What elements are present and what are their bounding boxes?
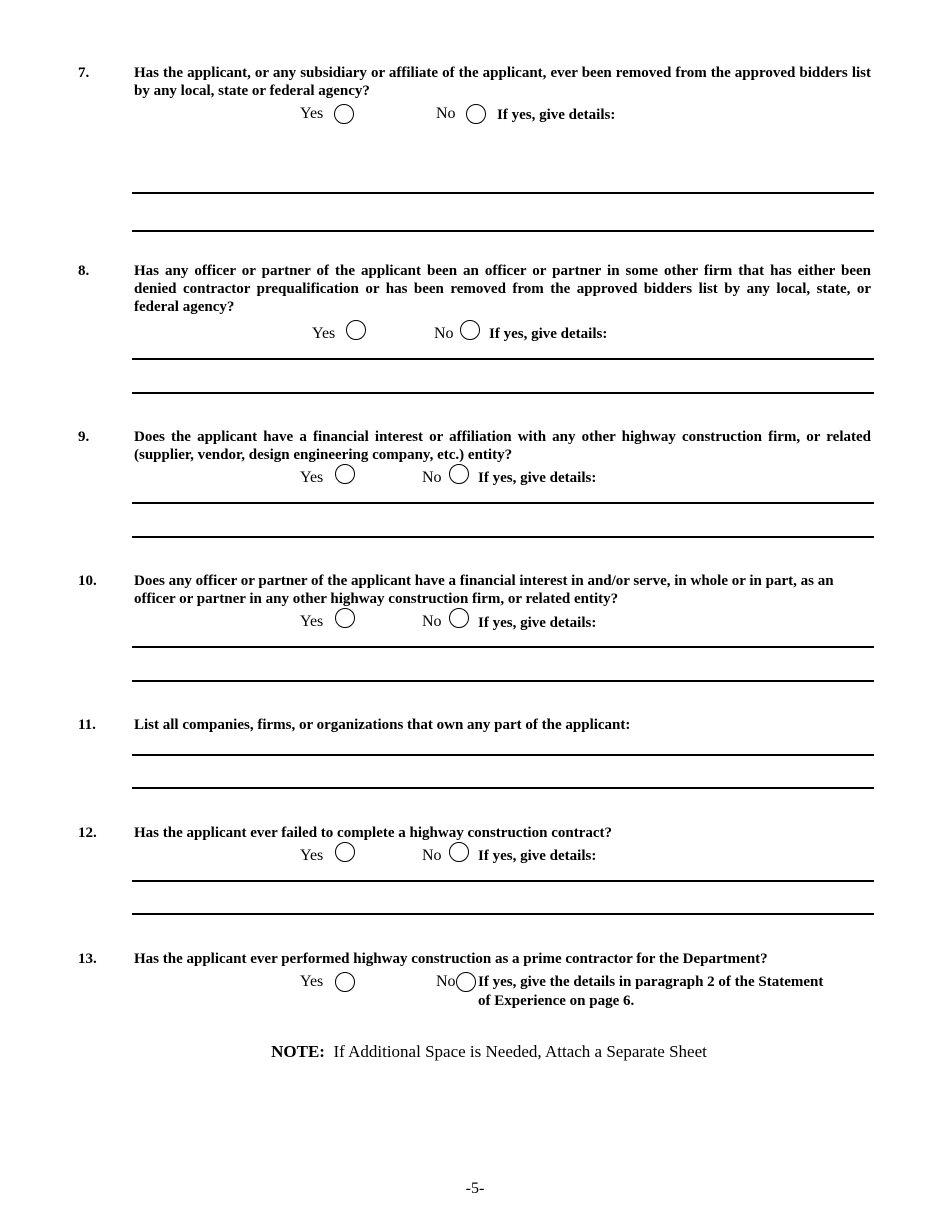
q10-answer-line-2[interactable] — [132, 680, 874, 682]
q10-yes-label: Yes — [300, 613, 324, 630]
q7-yes-radio[interactable] — [334, 104, 354, 124]
q10-no-label: No — [422, 613, 442, 630]
question-13-text: Has the applicant ever performed highway construction as a prime contractor for the Department? — [134, 951, 768, 967]
q12-answer-line-1[interactable] — [132, 880, 874, 882]
q10-answer-line-1[interactable] — [132, 646, 874, 648]
q8-answer-line-1[interactable] — [132, 358, 874, 360]
q13-yes-label: Yes — [300, 973, 324, 990]
q13-instruction-line-2: of Experience on page 6. — [478, 993, 635, 1009]
question-13-number: 13. — [78, 951, 97, 967]
q9-answer-line-1[interactable] — [132, 502, 874, 504]
q12-answer-line-2[interactable] — [132, 913, 874, 915]
q7-answer-line-1[interactable] — [132, 192, 874, 194]
q12-yes-radio[interactable] — [335, 842, 355, 862]
question-8-number: 8. — [78, 263, 90, 279]
q10-instruction: If yes, give details: — [478, 615, 597, 631]
q8-instruction: If yes, give details: — [489, 326, 608, 342]
question-9-number: 9. — [78, 429, 90, 445]
q8-answer-line-2[interactable] — [132, 392, 874, 394]
note-label: NOTE: — [271, 1042, 325, 1061]
question-7-text: Has the applicant, or any subsidiary or affiliate of the applicant, ever been removed from the approved bidders list by any local, state or federal agency? — [134, 65, 871, 99]
q11-answer-line-1[interactable] — [132, 754, 874, 756]
q7-instruction: If yes, give details: — [497, 107, 616, 123]
q9-yes-radio[interactable] — [335, 464, 355, 484]
q7-answer-line-2[interactable] — [132, 230, 874, 232]
q8-yes-radio[interactable] — [346, 320, 366, 340]
question-10-number: 10. — [78, 573, 97, 589]
q9-answer-line-2[interactable] — [132, 536, 874, 538]
q9-instruction: If yes, give details: — [478, 470, 597, 486]
q8-no-label: No — [434, 325, 454, 342]
q7-yes-label: Yes — [300, 105, 324, 122]
note-text: If Additional Space is Needed, Attach a Separate Sheet — [333, 1042, 707, 1061]
question-11-text: List all companies, firms, or organizations that own any part of the applicant: — [134, 717, 631, 733]
q10-no-radio[interactable] — [449, 608, 469, 628]
q12-no-radio[interactable] — [449, 842, 469, 862]
q13-no-label: No — [436, 973, 456, 990]
q12-no-label: No — [422, 847, 442, 864]
q10-yes-radio[interactable] — [335, 608, 355, 628]
question-8-text: Has any officer or partner of the applicant been an officer or partner in some other firm that has either been denied contractor prequalification or has been removed from the approved bidders list by any local, state, or federal agency? — [134, 263, 871, 315]
q11-answer-line-2[interactable] — [132, 787, 874, 789]
q8-yes-label: Yes — [312, 325, 336, 342]
question-11-number: 11. — [78, 717, 96, 733]
note — [0, 1042, 950, 1062]
q8-no-radio[interactable] — [460, 320, 480, 340]
q13-yes-radio[interactable] — [335, 972, 355, 992]
question-9-text: Does the applicant have a financial interest or affiliation with any other highway construction firm, or related (supplier, vendor, design engineering company, etc.) entity? — [134, 429, 871, 463]
question-12-number: 12. — [78, 825, 97, 841]
q13-no-radio[interactable] — [456, 972, 476, 992]
question-10-text: Does any officer or partner of the applicant have a financial interest in and/or serve, in whole or in part, as an officer or partner in any other highway construction firm, or related entity? — [134, 573, 834, 607]
q9-no-label: No — [422, 469, 442, 486]
page-number: -5- — [465, 1180, 485, 1197]
q12-instruction: If yes, give details: — [478, 848, 597, 864]
q9-yes-label: Yes — [300, 469, 324, 486]
question-12-text: Has the applicant ever failed to complete a highway construction contract? — [134, 825, 613, 841]
q13-instruction-line-1: If yes, give the details in paragraph 2 of the Statement — [478, 974, 824, 990]
q9-no-radio[interactable] — [449, 464, 469, 484]
question-7-number: 7. — [78, 65, 90, 81]
q7-no-label: No — [436, 105, 456, 122]
q7-no-radio[interactable] — [466, 104, 486, 124]
q12-yes-label: Yes — [300, 847, 324, 864]
